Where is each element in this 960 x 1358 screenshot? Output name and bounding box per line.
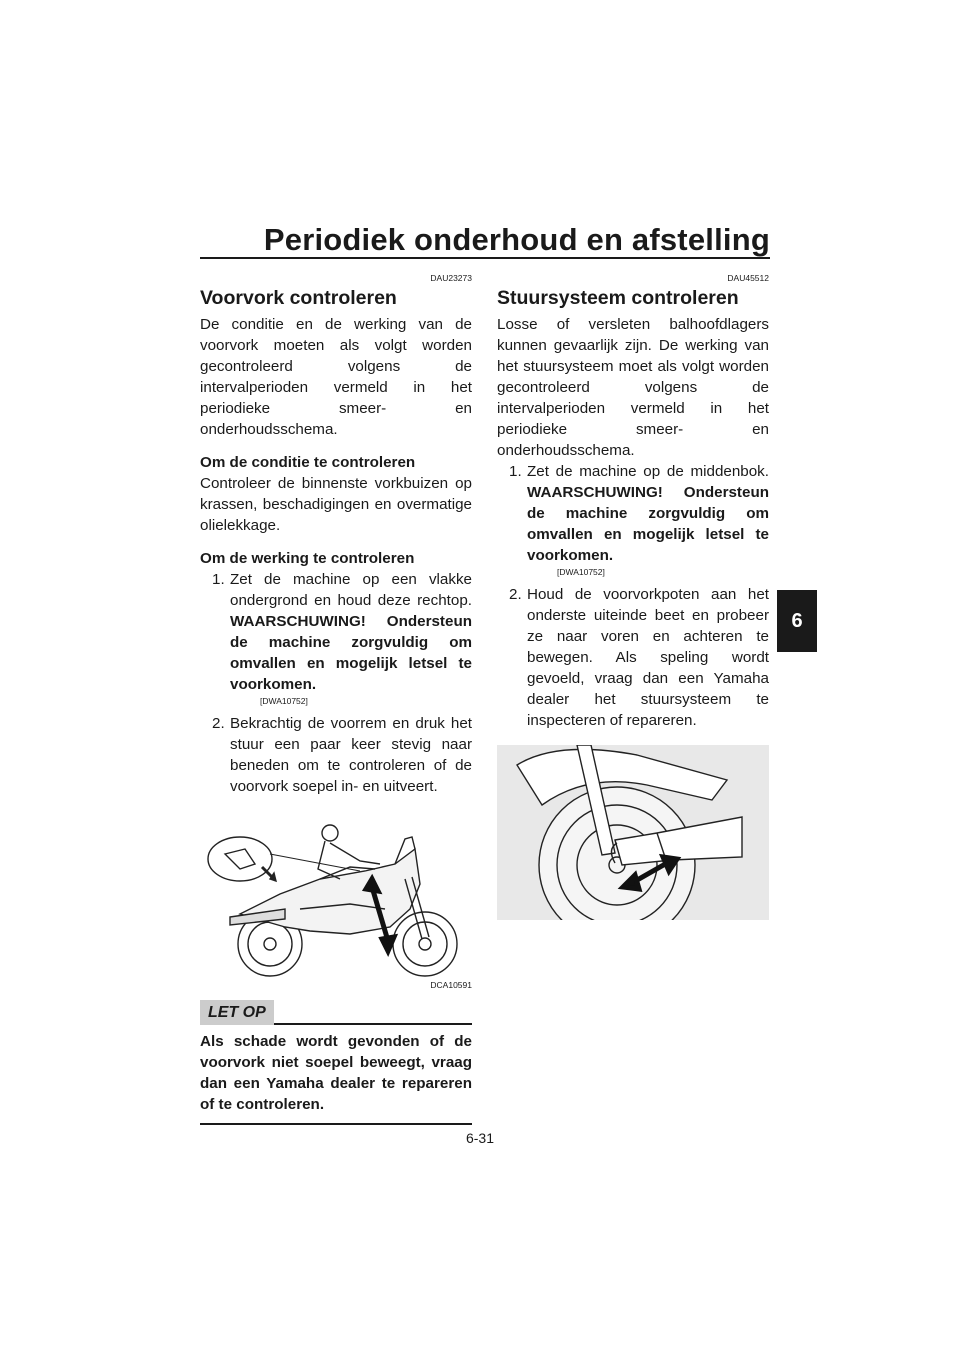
step-list xyxy=(200,569,472,797)
section-code: DAU45512 xyxy=(727,273,769,283)
motorcycle-illustration xyxy=(200,809,472,990)
motorcycle-drawing xyxy=(200,809,472,984)
step-list xyxy=(497,461,769,731)
steering-illustration xyxy=(497,745,769,920)
condition-paragraph: Controleer de binnenste vorkbuizen op krassen, beschadigingen en overmatige olielekkage. xyxy=(200,475,472,534)
section-heading-steering: Stuursysteem controleren xyxy=(497,287,739,309)
intro-paragraph: Losse of versleten balhoofdlagers kunnen gevaarlijk zijn. De werking van het stuursysteem moet als volgt worden gecontroleerd volgens de intervalperioden vermeld in het periodieke smeer- en onderhoudsschema. xyxy=(497,316,769,459)
right-column xyxy=(497,272,769,920)
step-number: 2. xyxy=(212,715,225,732)
subheading-operation: Om de werking te controleren xyxy=(200,550,415,567)
page-title: Periodiek onderhoud en afstelling xyxy=(263,222,770,257)
intro-paragraph: De conditie en de werking van de voorvork moeten als volgt worden gecontroleerd volgens de intervalperioden vermeld in het periodieke smeer- en onderhoudsschema. xyxy=(200,316,472,438)
section-code: DAU23273 xyxy=(430,273,472,283)
warning-code: [DWA10752] xyxy=(557,567,605,577)
step-text: Zet de machine op de middenbok. xyxy=(527,463,769,480)
step-number: 2. xyxy=(509,586,522,603)
notice-header xyxy=(200,1000,472,1025)
chapter-tab: 6 xyxy=(777,590,817,652)
step-number: 1. xyxy=(509,463,522,480)
notice-label: LET OP xyxy=(200,1000,274,1025)
warning-text: WAARSCHUWING! Ondersteun de machine zorgvuldig om omvallen en mogelijk letsel te voorkomen. xyxy=(527,484,769,564)
list-item xyxy=(200,569,472,707)
warning-code: [DWA10752] xyxy=(260,696,308,706)
notice-rule xyxy=(274,1023,472,1025)
step-text: Zet de machine op een vlakke ondergrond en houd deze rechtop. xyxy=(230,571,472,609)
notice-text: Als schade wordt gevonden of de voorvork niet soepel beweegt, vraag dan een Yamaha dealer te repareren of te controleren. xyxy=(200,1031,472,1125)
left-column xyxy=(200,272,472,1125)
step-text: Houd de voorvorkpoten aan het onderste uiteinde beet en probeer ze naar voren en achteren te bewegen. Als speling wordt gevoeld, vraag dan een Yamaha dealer het stuursysteem te inspecteren of repareren. xyxy=(527,586,769,729)
page-number: 6-31 xyxy=(465,1130,495,1146)
steering-drawing xyxy=(497,745,769,920)
list-item xyxy=(497,461,769,578)
step-text: Bekrachtig de voorrem en druk het stuur een paar keer stevig naar beneden om te controleren of de voorvork soepel in- en uitveert. xyxy=(230,715,472,795)
list-item xyxy=(497,584,769,731)
section-heading-front-fork: Voorvork controleren xyxy=(200,287,397,309)
step-number: 1. xyxy=(212,571,225,588)
warning-text: WAARSCHUWING! Ondersteun de machine zorgvuldig om omvallen en mogelijk letsel te voorkomen. xyxy=(230,613,472,693)
figure-code: DCA10591 xyxy=(430,980,472,990)
header-rule xyxy=(200,257,770,259)
list-item xyxy=(200,713,472,797)
subheading-condition: Om de conditie te controleren xyxy=(200,454,416,471)
